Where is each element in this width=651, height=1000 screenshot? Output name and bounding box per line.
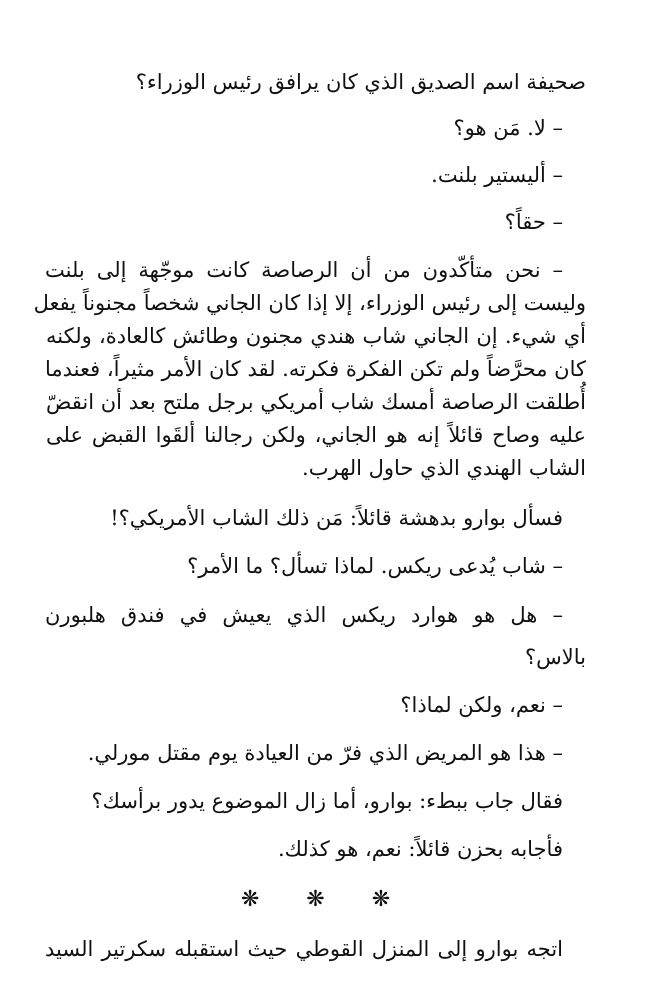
paragraph-line: أُطلقت الرصاصة أمسك شاب أمريكي برجل ملتح بعد أن انقضّ	[46, 390, 586, 414]
section-separator: ❋ ❋ ❋	[240, 887, 411, 912]
text-line: صحيفة اسم الصديق الذي كان يرافق رئيس الوزراء؟	[135, 70, 586, 94]
dialogue-line: – حقاً؟	[504, 210, 563, 234]
dialogue-line: – هذا هو المريض الذي فرّ من العيادة يوم مقتل مورلي.	[87, 741, 563, 765]
dialogue-line: بالاس؟	[524, 645, 586, 669]
dialogue-line: – هل هو هوارد ريكس الذي يعيش في فندق هلبورن	[45, 603, 563, 627]
narration-line: فقال جاب ببطء: بوارو، أما زال الموضوع يدور برأسك؟	[91, 789, 563, 813]
paragraph-line: عليه وصاح قائلاً إنه هو الجاني، ولكن رجالنا ألقَوا القبض على	[46, 423, 586, 447]
dialogue-line: – لا. مَن هو؟	[453, 116, 563, 140]
dialogue-line: – أليستير بلنت.	[431, 163, 563, 187]
dialogue-line: – شاب يُدعى ريكس. لماذا تسأل؟ ما الأمر؟	[187, 554, 563, 578]
dialogue-line: – نعم، ولكن لماذا؟	[400, 693, 563, 717]
paragraph-line: وليست إلى رئيس الوزراء، إلا إذا كان الجاني شخصاً مجنوناً يفعل	[33, 291, 586, 315]
paragraph-line: اتجه بوارو إلى المنزل القوطي حيث استقبله سكرتير السيد	[45, 937, 563, 961]
paragraph-line: أي شيء. إن الجاني شاب هندي مجنون وطائش كالعادة، ولكنه	[46, 324, 586, 348]
narration-line: فسأل بوارو بدهشة قائلاً: مَن ذلك الشاب الأمريكي؟!	[110, 506, 563, 530]
paragraph-line: الشاب الهندي الذي حاول الهرب.	[302, 456, 586, 480]
paragraph-line: كان محرَّضاً ولم تكن الفكرة فكرته. لقد كان الأمر مثيراً، فعندما	[45, 357, 586, 381]
narration-line: فأجابه بحزن قائلاً: نعم، هو كذلك.	[277, 837, 563, 861]
paragraph-line: – نحن متأكّدون من أن الرصاصة كانت موجّهة إلى بلنت	[45, 258, 563, 282]
